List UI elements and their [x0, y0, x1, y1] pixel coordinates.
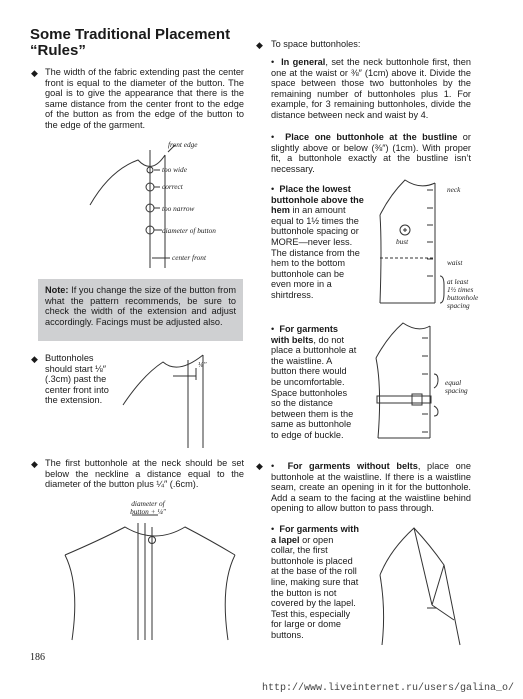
label-bust: bust [396, 237, 409, 246]
note-box [38, 279, 243, 341]
label-too-narrow: too narrow [162, 204, 195, 213]
intro-text: To space buttonholes: [271, 39, 361, 49]
label-correct: correct [162, 182, 183, 191]
label-waist: waist [447, 258, 463, 267]
label-neck: neck [447, 185, 461, 194]
paragraph-lapel: • For garments with a lapel or open collar, the first buttonhole is placed at the base of the roll line, making sure that the button is not covered by the lapel. Test this, especially for large or dome buttons. [271, 524, 359, 640]
bullet-diamond-icon: ◆ [256, 40, 263, 50]
bullet-diamond-icon: ◆ [31, 68, 38, 78]
label-hem-spacing: at least 1½ times buttonhole spacing [447, 277, 479, 310]
paragraph-no-belts: • For garments without belts, place one buttonhole at the waistline. If there is a waistline seam, create an opening in it for the buttonhole. Add a seam to the facing at the waistline behind opening to allow button to pass through. [271, 461, 472, 514]
label-diameter-plus: diameter of button + ¼″ [130, 499, 166, 516]
bullet-diamond-icon: ◆ [31, 354, 38, 364]
figure-belt-spacing [368, 318, 448, 446]
figure-buttonhole-start [118, 350, 228, 450]
paragraph-buttonhole-start: Buttonholes should start ⅛″ (.3cm) past the center front into the extension. [45, 353, 109, 406]
paragraph-first-buttonhole: The first buttonhole at the neck should be set below the neckline a distance equal to the diameter of the button plus ¼″ (.6cm). [45, 458, 244, 490]
page-number: 186 [30, 652, 45, 663]
figure-first-buttonhole [60, 515, 240, 645]
bullet-diamond-icon: ◆ [256, 461, 263, 471]
paragraph-general: • In general, set the neck buttonhole first, then one at the waist or ⅜″ (1cm) above it. Divide the space between those two buttonholes by the remaining number of buttonholes plus 1. For example, for 3 remaining buttonholes, divide the distance between neck and waist by 4. [271, 57, 472, 120]
label-front-edge: front edge [168, 140, 198, 149]
label-diameter-of-button: diameter of button [162, 226, 216, 235]
paragraph-belts: • For garments with belts, do not place a buttonhole at the waistline. A button there would be uncomfortable. Space buttonholes so the distance between them is the same as buttonhole to edge of buckle. [271, 324, 357, 440]
figure-lapel [372, 520, 472, 650]
bullet-diamond-icon: ◆ [31, 459, 38, 469]
paragraph-hem: • Place the lowest buttonhole above the hem in an amount equal to 1½ times the buttonhole spacing or MORE—never less. The distance from the hem to the bottom buttonhole can be even more in a shirtdress. [271, 184, 364, 300]
note-text: If you change the size of the button from what the pattern recommends, be sure to check the width of the extension and adjust accordingly. Facings must be adjusted also. [45, 285, 236, 327]
page-title: Some Traditional Placement “Rules” [30, 26, 231, 59]
paragraph-extension-width: The width of the fabric extending past the center front is equal to the diameter of the button. The goal is to give the appearance that there is the same distance from the center front to the edge of the button as from the edge of the button to the edge of the garment. [45, 67, 244, 130]
label-center-front: center front [172, 253, 206, 262]
label-eighth-inch: ⅛″ [198, 360, 207, 369]
figure-hem-spacing [370, 175, 450, 310]
label-too-wide: too wide [162, 165, 187, 174]
note-label: Note: [45, 285, 69, 295]
label-equal-spacing: equal spacing [445, 378, 468, 395]
paragraph-bustline: • Place one buttonhole at the bustline or slightly above or below (⅜″) (1cm). With proper fit, a buttonhole exactly at the bustline isn’t necessary. [271, 132, 471, 174]
watermark-url: http://www.liveinternet.ru/users/galina_o/ [262, 683, 515, 694]
